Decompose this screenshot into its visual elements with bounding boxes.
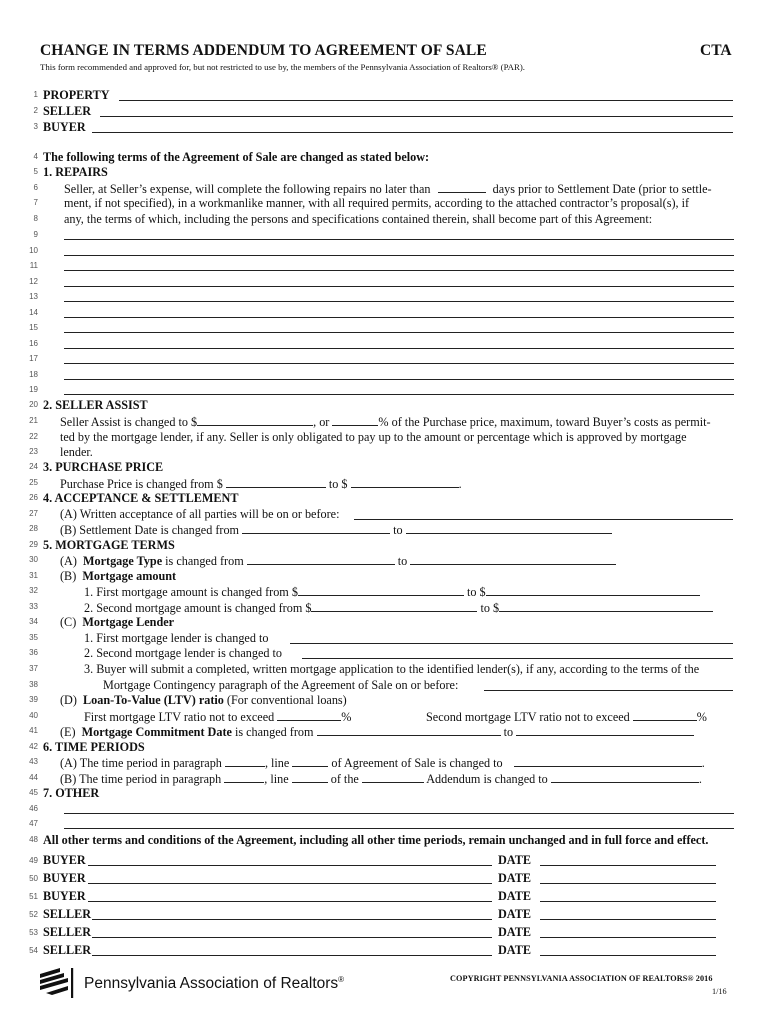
signature-label: SELLER (43, 925, 92, 939)
commitment-from-field[interactable] (317, 724, 501, 736)
buyer-field[interactable] (92, 131, 733, 133)
line-number: 16 (29, 339, 38, 348)
second-lender-field[interactable] (302, 657, 733, 659)
line-number: 22 (29, 432, 38, 441)
other-line-2[interactable] (64, 828, 734, 829)
property-field[interactable] (119, 99, 733, 101)
assist-line-22: ted by the mortgage lender, if any. Seller is only obligated to pay up to the amount or percentage which is approved by mortgage (60, 430, 687, 444)
price-to-field[interactable] (351, 476, 459, 488)
line-number: 17 (29, 354, 38, 363)
line-number: 11 (29, 261, 38, 270)
line-number: 21 (29, 416, 38, 425)
line-number: 33 (29, 602, 38, 611)
line-number: 48 (29, 835, 38, 844)
line-number: 7 (33, 198, 38, 207)
line-number: 44 (29, 773, 38, 782)
line-number: 32 (29, 586, 38, 595)
date-field[interactable] (540, 954, 716, 956)
other-heading: 7. OTHER (43, 786, 100, 800)
signature-label: BUYER (43, 871, 86, 885)
time-b-paragraph-field[interactable] (224, 771, 264, 783)
form-subtitle: This form recommended and approved for, but not restricted to use by, the members of the Pennsylvania Association of Realtors® (PAR). (40, 62, 526, 72)
second-lender-line: 2. Second mortgage lender is changed to (84, 646, 282, 660)
other-line-1[interactable] (64, 813, 734, 814)
mortgage-type-line: (A) Mortgage Type is changed from to (60, 553, 738, 568)
repair-line[interactable] (64, 317, 734, 318)
mortgage-lender-line: (C) Mortgage Lender (60, 615, 175, 629)
repair-line[interactable] (64, 379, 734, 380)
line-number: 47 (29, 819, 38, 828)
intro-text: The following terms of the Agreement of Sale are changed as stated below: (43, 150, 430, 164)
footer-org: Pennsylvania Association of Realtors® (84, 975, 345, 993)
repair-line[interactable] (64, 239, 734, 240)
first-lender-line: 1. First mortgage lender is changed to (84, 631, 269, 645)
line-number: 29 (29, 540, 38, 549)
line-number: 10 (29, 246, 38, 255)
seller-row: SELLER (43, 104, 92, 118)
time-b-addendum-field[interactable] (362, 771, 424, 783)
application-line-38: Mortgage Contingency paragraph of the Agreement of Sale on or before: (103, 678, 459, 692)
price-heading: 3. PURCHASE PRICE (43, 460, 164, 474)
line-number: 8 (33, 214, 38, 223)
line-number: 14 (29, 308, 38, 317)
first-amount-to-field[interactable] (486, 584, 700, 596)
assist-line-21: Seller Assist is changed to $ , or % of the Purchase price, maximum, toward Buyer’s costs as permit- (60, 415, 711, 429)
repair-line[interactable] (64, 348, 734, 349)
signature-label: SELLER (43, 943, 92, 957)
assist-amount-field[interactable] (197, 414, 313, 426)
settlement-to-field[interactable] (406, 522, 612, 534)
repairs-days-field[interactable] (438, 181, 486, 193)
date-label: DATE (498, 853, 531, 867)
line-number: 20 (29, 400, 38, 409)
copyright: COPYRIGHT PENNSYLVANIA ASSOCIATION OF REALTORS® 2016 (450, 974, 713, 983)
time-line-b: (B) The time period in paragraph , line of the Addendum is changed to . (60, 772, 702, 786)
line-number: 12 (29, 277, 38, 286)
application-line-37: 3. Buyer will submit a completed, written mortgage application to the identified lender(s), if any, according to the terms of the (84, 662, 700, 676)
second-amount-to-field[interactable] (499, 600, 713, 612)
line-number: 13 (29, 292, 38, 301)
acceptance-date-field[interactable] (354, 518, 733, 520)
repair-line[interactable] (64, 394, 734, 395)
time-heading: 6. TIME PERIODS (43, 740, 145, 754)
ltv-line: (D) Loan-To-Value (LTV) ratio (For conventional loans) (60, 693, 347, 707)
repair-line[interactable] (64, 363, 734, 364)
repair-line[interactable] (64, 301, 734, 302)
date-field[interactable] (540, 882, 716, 884)
mortgage-type-to-field[interactable] (410, 553, 616, 565)
line-number: 31 (29, 571, 38, 580)
repairs-line-6: Seller, at Seller’s expense, will complete the following repairs no later than days prior to Settlement Date (prior to settle- (64, 182, 712, 196)
buyer-row: BUYER (43, 120, 86, 134)
date-field[interactable] (540, 900, 716, 902)
line-number: 19 (29, 385, 38, 394)
signature-field[interactable] (88, 864, 492, 866)
first-lender-field[interactable] (290, 642, 733, 644)
repair-line[interactable] (64, 332, 734, 333)
date-label: DATE (498, 871, 531, 885)
line-number: 51 (29, 892, 38, 901)
acceptance-heading: 4. ACCEPTANCE & SETTLEMENT (43, 491, 239, 505)
signature-field[interactable] (92, 918, 492, 920)
first-amount-from-field[interactable] (298, 584, 464, 596)
line-number: 37 (29, 664, 38, 673)
application-date-field[interactable] (484, 689, 733, 691)
price-line-25: Purchase Price is changed from $ to $ . (60, 477, 462, 491)
line-number: 45 (29, 788, 38, 797)
repair-line[interactable] (64, 255, 734, 256)
signature-field[interactable] (88, 882, 492, 884)
line-number: 2 (33, 106, 38, 115)
line-number: 43 (29, 757, 38, 766)
line-number: 36 (29, 648, 38, 657)
second-amount-line: 2. Second mortgage amount is changed from $ to $ (84, 600, 738, 615)
line-number: 34 (29, 617, 38, 626)
line-number: 30 (29, 555, 38, 564)
page-number: 1/16 (712, 987, 727, 996)
date-field[interactable] (540, 918, 716, 920)
commitment-to-field[interactable] (516, 724, 694, 736)
line-number: 40 (29, 711, 38, 720)
assist-percent-field[interactable] (332, 414, 378, 426)
mortgage-heading: 5. MORTGAGE TERMS (43, 538, 175, 552)
line-number: 5 (33, 167, 38, 176)
second-ltv-field[interactable] (633, 709, 697, 721)
line-number: 4 (33, 152, 38, 161)
signature-label: SELLER (43, 907, 92, 921)
line-number: 39 (29, 695, 38, 704)
mortgage-type-from-field[interactable] (247, 553, 395, 565)
date-label: DATE (498, 925, 531, 939)
closing-statement: All other terms and conditions of the Agreement, including all other time periods, remain unchanged and in full force and effect. (43, 833, 709, 847)
first-amount-line: 1. First mortgage amount is changed from $ to $ (84, 584, 738, 599)
line-number: 28 (29, 524, 38, 533)
line-number: 18 (29, 370, 38, 379)
signature-label: BUYER (43, 889, 86, 903)
property-row: PROPERTY (43, 88, 110, 102)
line-number: 46 (29, 804, 38, 813)
line-number: 9 (33, 230, 38, 239)
time-line-a: (A) The time period in paragraph , line of Agreement of Sale is changed to . (60, 756, 705, 770)
signature-label: BUYER (43, 853, 86, 867)
date-field[interactable] (540, 936, 716, 938)
line-number: 42 (29, 742, 38, 751)
form-title: CHANGE IN TERMS ADDENDUM TO AGREEMENT OF SALE (40, 42, 487, 59)
line-number: 15 (29, 323, 38, 332)
repairs-heading: 1. REPAIRS (43, 165, 108, 179)
par-logo-icon (38, 966, 78, 1000)
line-number: 49 (29, 856, 38, 865)
time-b-value-field[interactable] (551, 771, 699, 783)
date-field[interactable] (540, 864, 716, 866)
mortgage-amount-line: (B) Mortgage amount (60, 569, 177, 583)
signature-field[interactable] (88, 900, 492, 902)
first-ltv-field[interactable] (277, 709, 341, 721)
line-number: 6 (33, 183, 38, 192)
line-number: 35 (29, 633, 38, 642)
first-ltv-line: First mortgage LTV ratio not to exceed % (84, 710, 352, 724)
form-code: CTA (700, 42, 732, 59)
line-number: 53 (29, 928, 38, 937)
time-a-value-field[interactable] (514, 755, 702, 767)
line-number: 24 (29, 462, 38, 471)
line-number: 25 (29, 478, 38, 487)
assist-heading: 2. SELLER ASSIST (43, 398, 148, 412)
second-ltv-line: Second mortgage LTV ratio not to exceed % (426, 710, 707, 724)
seller-field[interactable] (100, 115, 733, 117)
line-number: 26 (29, 493, 38, 502)
line-number: 54 (29, 946, 38, 955)
line-number: 41 (29, 726, 38, 735)
time-b-line-field[interactable] (292, 771, 328, 783)
signature-field[interactable] (92, 954, 492, 956)
price-from-field[interactable] (226, 476, 326, 488)
settlement-from-field[interactable] (242, 522, 390, 534)
line-number: 3 (33, 122, 38, 131)
settlement-line-28: (B) Settlement Date is changed from to (60, 522, 738, 537)
signature-field[interactable] (92, 936, 492, 938)
repairs-line-8: any, the terms of which, including the persons and specifications contained therein, shall become part of this Agreement: (64, 212, 653, 226)
repair-line[interactable] (64, 286, 734, 287)
repair-line[interactable] (64, 270, 734, 271)
line-number: 52 (29, 910, 38, 919)
date-label: DATE (498, 907, 531, 921)
line-number: 1 (33, 90, 38, 99)
line-number: 50 (29, 874, 38, 883)
line-number: 27 (29, 509, 38, 518)
time-a-paragraph-field[interactable] (225, 755, 265, 767)
acceptance-line-27: (A) Written acceptance of all parties will be on or before: (60, 507, 340, 521)
repairs-line-7: ment, if not specified), in a workmanlike manner, with all required permits, according to the attached contractor’s proposal(s), if (64, 196, 690, 210)
commitment-line: (E) Mortgage Commitment Date is changed from to (60, 724, 738, 739)
assist-line-23: lender. (60, 445, 93, 459)
line-number: 38 (29, 680, 38, 689)
date-label: DATE (498, 943, 531, 957)
time-a-line-field[interactable] (292, 755, 328, 767)
second-amount-from-field[interactable] (311, 600, 477, 612)
line-number: 23 (29, 447, 38, 456)
date-label: DATE (498, 889, 531, 903)
